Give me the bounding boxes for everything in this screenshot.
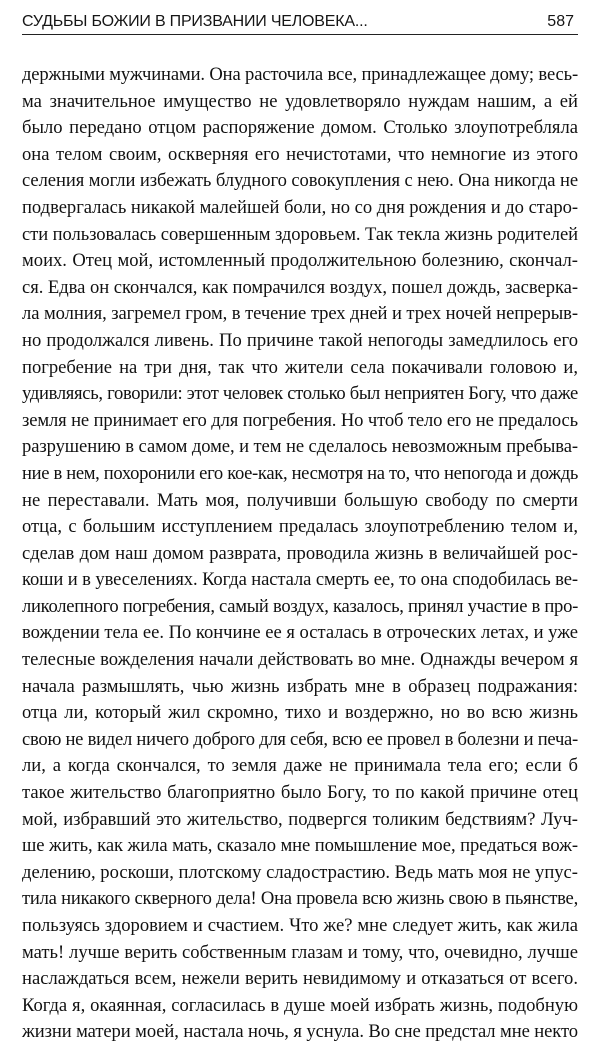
text-line: ние в нем, похоронили его кое-как, несмотря на то, что непогода и дождь xyxy=(22,462,579,484)
text-line: наслаждаться всем, нежели верить невидимому и отказаться от всего. xyxy=(22,968,578,990)
text-line: мой, избравший это жительство, подвергся толиким бедствиям? Луч- xyxy=(22,808,578,830)
page-number: 587 xyxy=(547,13,574,30)
text-line: ла молния, загремел гром, в течение трех дней и трех ночей непрерыв- xyxy=(22,303,578,325)
text-line: держными мужчинами. Она расточила все, принадлежащее дому; весь- xyxy=(22,64,578,85)
running-header xyxy=(22,10,578,35)
running-title: СУДЬБЫ БОЖИИ В ПРИЗВАНИИ ЧЕЛОВЕКА... xyxy=(22,13,368,30)
text-line: делению, роскоши, плотскому сладострастию. Ведь мать моя не упус- xyxy=(22,861,578,883)
text-line: коши и в увеселениях. Когда настала смерть ее, то она сподобилась ве- xyxy=(22,569,578,591)
text-line: удивляясь, говорили: этот человек столько был неприятен Богу, что даже xyxy=(22,383,578,405)
text-line: отца, с большим исступлением предалась злоупотреблению телом и, xyxy=(22,516,578,538)
text-line: но продолжался ливень. По причине такой непогоды замедлилось его xyxy=(22,329,578,351)
text-line: ли, а когда скончался, то земля даже не принимала тела его; если б xyxy=(22,755,578,777)
text-line: разрушению в самом доме, и тем не сделалось невозможным пребыва- xyxy=(22,436,578,458)
text-line: погребение на три дня, так что жители села покачивали головою и, xyxy=(22,356,578,378)
text-line: не переставали. Мать моя, получивши большую свободу по смерти xyxy=(22,489,578,511)
body-text xyxy=(22,62,578,1046)
text-line: она телом своим, оскверняя его нечистотами, что немногие из этого xyxy=(22,143,578,165)
text-line: ся. Едва он скончался, как помрачился воздух, пошел дождь, засверка- xyxy=(22,276,579,298)
text-line: ше жить, как жила мать, сказало мне помышление мое, предаться вож- xyxy=(22,835,578,857)
text-line: ликолепного погребения, самый воздух, казалось, принял участие в про- xyxy=(22,595,578,617)
text-line: телесные вожделения начали действовать во мне. Однажды вечером я xyxy=(22,649,578,671)
text-line: подвергалась никакой малейшей боли, но со дня рождения и до старо- xyxy=(22,196,579,218)
text-line: Когда я, окаянная, согласилась в душе моей избрать жизнь, подобную xyxy=(22,994,578,1016)
text-line: земля не принимает его для погребения. Но чтоб тело его не предалось xyxy=(22,409,579,431)
text-line: вождении тела ее. По кончине ее я осталась в отроческих летах, и уже xyxy=(22,622,579,644)
text-line: отца ли, который жил скромно, тихо и воздержно, но во всю жизнь xyxy=(22,702,578,724)
text-line: сделав дом наш домом разврата, проводила жизнь в величайшей рос- xyxy=(22,542,578,564)
text-line: такое жительство благоприятно было Богу, то по какой причине отец xyxy=(22,782,578,804)
text-line: пользуясь здоровием и счастием. Что же? мне следует жить, как жила xyxy=(22,915,578,936)
text-line: мать! лучше верить собственным глазам и тому, что, очевидно, лучше xyxy=(22,941,578,963)
text-line: селения могли избежать блудного совокупления с нею. Она никогда не xyxy=(22,170,578,192)
text-line: сти пользовалась совершенным здоровьем. Так текла жизнь родителей xyxy=(22,223,578,245)
text-line: тила никакого скверного дела! Она провела всю жизнь свою в пьянстве, xyxy=(22,888,578,910)
text-line: моих. Отец мой, истомленный продолжительною болезнию, скончал- xyxy=(22,250,578,272)
text-line: было передано отцом распоряжение домом. Столько злоупотребляла xyxy=(22,117,578,139)
text-line: начала размышлять, чью жизнь избрать мне в образец подражания: xyxy=(22,675,578,697)
text-line: ма значительное имущество не удовлетворяло нуждам нашим, а ей xyxy=(22,90,578,112)
text-line: жизни матери моей, настала ночь, я уснула. Во сне предстал мне некто xyxy=(22,1021,578,1043)
text-line: свою не видел ничего доброго для себя, всю ее провел в болезни и печа- xyxy=(22,728,578,750)
